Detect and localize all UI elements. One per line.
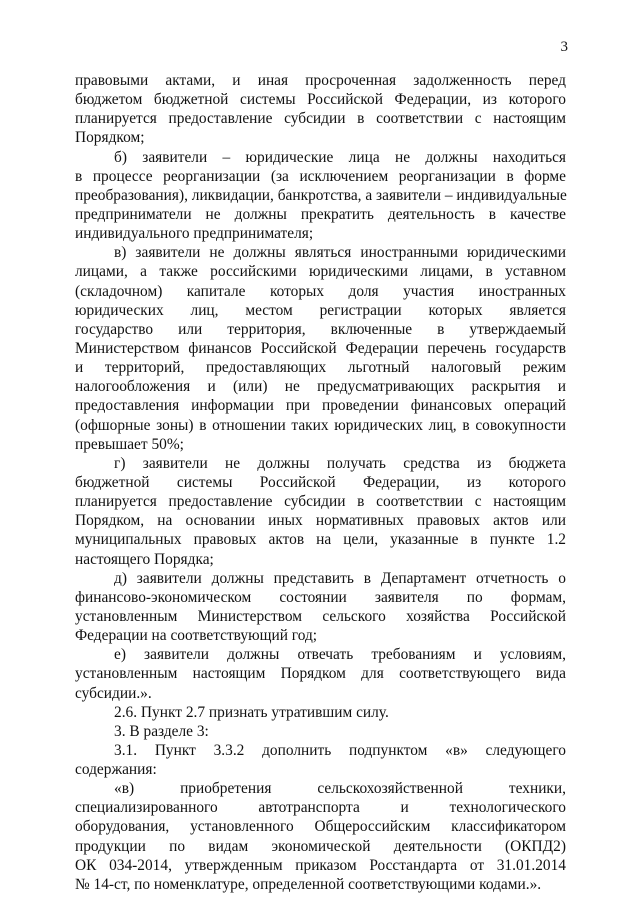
text-line: и территорий, предоставляющих льготный налоговый режим <box>75 359 566 377</box>
text-line: настоящего Порядка; <box>75 550 214 568</box>
text-line: в процессе реорганизации (за исключением реорганизации в форме <box>75 167 566 185</box>
text-line: Порядком, на основании иных нормативных правовых актов или <box>75 512 566 530</box>
text-line: государство или территория, включенные в утверждаемый <box>75 320 566 338</box>
page-number: 3 <box>560 39 568 55</box>
text-line: установленным настоящим Порядком для соответствующего вида <box>75 665 566 683</box>
text-line: Министерством финансов Российской Федерации перечень государств <box>75 339 566 357</box>
text-line: е) заявители должны отвечать требованиям и условиям, <box>114 646 566 664</box>
text-line: д) заявители должны представить в Департамент отчетность о <box>114 569 566 587</box>
text-line: содержания: <box>75 761 157 779</box>
text-line: установленным Министерством сельского хозяйства Российской <box>75 607 566 625</box>
text-line: (складочном) капитале которых доля участия иностранных <box>75 282 566 300</box>
text-line: б) заявители – юридические лица не должны находиться <box>114 148 566 166</box>
text-line: индивидуального предпринимателя; <box>75 225 314 243</box>
text-line: налогообложения и (или) не предусматривающих раскрытия и <box>75 378 566 396</box>
text-line: юридических лиц, местом регистрации которых является <box>75 301 566 319</box>
text-line: планируется предоставление субсидии в соответствии с настоящим <box>75 493 566 511</box>
text-line: (офшорные зоны) в отношении таких юридических лиц, в совокупности <box>75 416 566 434</box>
text-line: специализированного автотранспорта и технологического <box>75 799 566 817</box>
text-line: оборудования, установленного Общероссийским классификатором <box>75 818 566 836</box>
text-line: продукции по видам экономической деятельности (ОКПД2) <box>75 837 566 855</box>
text-line: «в) приобретения сельскохозяйственной техники, <box>114 780 566 798</box>
text-line: муниципальных правовых актов на цели, указанные в пункте 1.2 <box>75 531 566 549</box>
text-line: 2.6. Пункт 2.7 признать утратившим силу. <box>114 703 389 721</box>
text-line: превышает 50%; <box>75 435 184 453</box>
text-line: 3. В разделе 3: <box>114 722 209 740</box>
text-line: ОК 034-2014, утвержденным приказом Росстандарта от 31.01.2014 <box>75 856 566 874</box>
text-line: предоставления информации при проведении финансовых операций <box>75 397 566 415</box>
text-line: Порядком; <box>75 129 145 147</box>
text-line: планируется предоставление субсидии в соответствии с настоящим <box>75 110 566 128</box>
text-line: преобразования), ликвидации, банкротства, а заявители – индивидуальные <box>75 186 567 204</box>
document-body <box>75 71 566 894</box>
text-line: финансово-экономическом состоянии заявителя по формам, <box>75 588 566 606</box>
text-line: бюджетом бюджетной системы Российской Федерации, из которого <box>75 91 566 109</box>
text-line: бюджетной системы Российской Федерации, из которого <box>75 473 566 491</box>
text-line: правовыми актами, и иная просроченная задолженность перед <box>75 72 566 89</box>
text-line: 3.1. Пункт 3.3.2 дополнить подпунктом «в» следующего <box>114 741 566 759</box>
text-line: в) заявители не должны являться иностранными юридическими <box>114 244 566 262</box>
text-line: Федерации на соответствующий год; <box>75 627 318 645</box>
text-line: предприниматели не должны прекратить деятельность в качестве <box>75 205 566 223</box>
text-line: г) заявители не должны получать средства из бюджета <box>114 454 566 472</box>
text-line: лицами, а также российскими юридическими лицами, в уставном <box>75 263 566 281</box>
text-line: № 14-ст, по номенклатуре, определенной соответствующими кодами.». <box>75 875 542 893</box>
text-line: субсидии.». <box>75 684 152 702</box>
